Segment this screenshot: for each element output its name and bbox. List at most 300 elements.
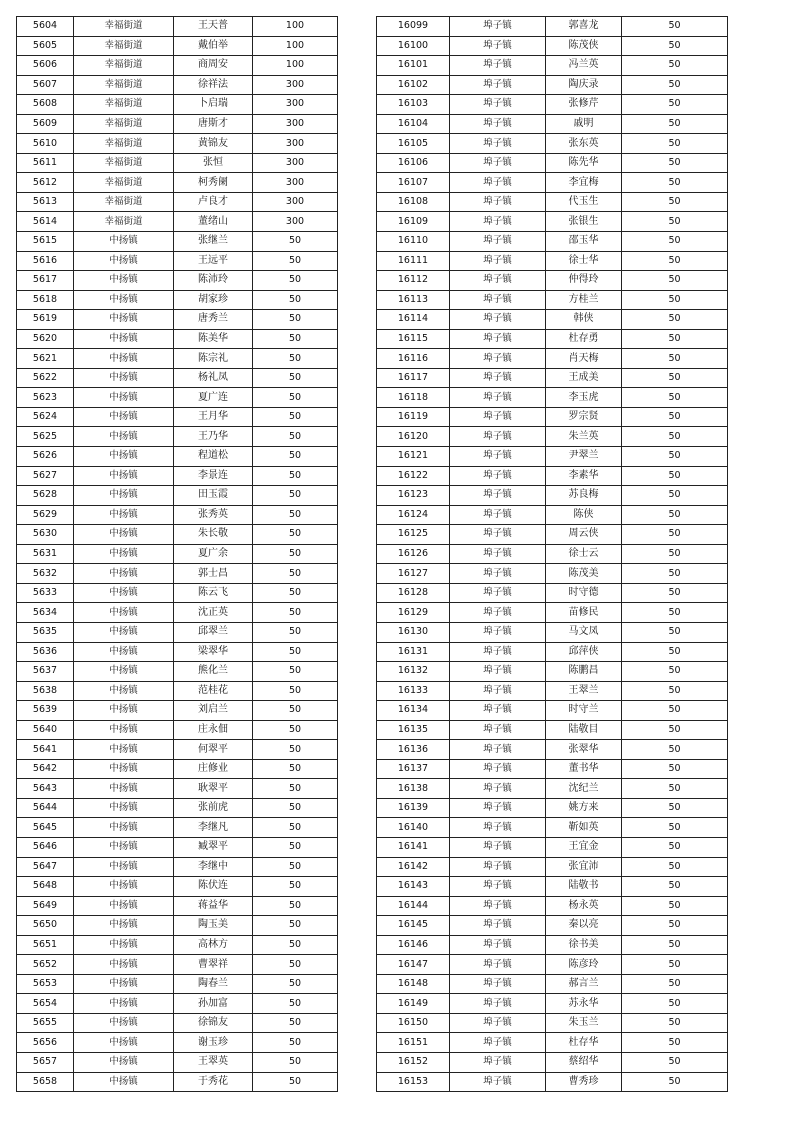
township-cell: 幸福街道 [74, 134, 174, 154]
township-cell: 埠子镇 [450, 720, 546, 740]
name-cell: 夏广余 [174, 544, 253, 564]
name-cell: 陈茂侠 [546, 36, 622, 56]
right-roster-body [377, 17, 728, 1092]
row-number-cell: 5613 [17, 192, 74, 212]
amount-cell: 50 [622, 1052, 728, 1072]
row-number-cell: 16145 [377, 916, 450, 936]
amount-cell: 50 [622, 114, 728, 134]
name-cell: 庄修业 [174, 759, 253, 779]
amount-cell: 50 [253, 779, 338, 799]
name-cell: 徐锦友 [174, 1013, 253, 1033]
township-cell: 中扬镇 [74, 407, 174, 427]
table-row [17, 75, 338, 95]
table-row [377, 388, 728, 408]
township-cell: 埠子镇 [450, 525, 546, 545]
amount-cell: 50 [622, 544, 728, 564]
amount-cell: 50 [253, 857, 338, 877]
name-cell: 代玉生 [546, 192, 622, 212]
name-cell: 尹翠兰 [546, 447, 622, 467]
name-cell: 李宜梅 [546, 173, 622, 193]
township-cell: 埠子镇 [450, 349, 546, 369]
amount-cell: 50 [253, 368, 338, 388]
township-cell: 埠子镇 [450, 935, 546, 955]
name-cell: 徐祥法 [174, 75, 253, 95]
name-cell: 谢玉珍 [174, 1033, 253, 1053]
township-cell: 中扬镇 [74, 232, 174, 252]
amount-cell: 50 [622, 310, 728, 330]
township-cell: 埠子镇 [450, 740, 546, 760]
row-number-cell: 16118 [377, 388, 450, 408]
township-cell: 中扬镇 [74, 681, 174, 701]
name-cell: 朱兰英 [546, 427, 622, 447]
table-row [17, 349, 338, 369]
name-cell: 陈云飞 [174, 583, 253, 603]
name-cell: 卢良才 [174, 192, 253, 212]
table-row [377, 779, 728, 799]
township-cell: 埠子镇 [450, 779, 546, 799]
row-number-cell: 5635 [17, 622, 74, 642]
name-cell: 陆敬目 [546, 720, 622, 740]
amount-cell: 50 [253, 837, 338, 857]
table-row [17, 192, 338, 212]
amount-cell: 50 [253, 1033, 338, 1053]
amount-cell: 50 [253, 916, 338, 936]
township-cell: 中扬镇 [74, 818, 174, 838]
amount-cell: 50 [622, 916, 728, 936]
row-number-cell: 16152 [377, 1052, 450, 1072]
name-cell: 张继兰 [174, 232, 253, 252]
amount-cell: 50 [622, 1072, 728, 1092]
township-cell: 埠子镇 [450, 1072, 546, 1092]
row-number-cell: 16151 [377, 1033, 450, 1053]
amount-cell: 50 [622, 818, 728, 838]
township-cell: 埠子镇 [450, 955, 546, 975]
township-cell: 埠子镇 [450, 17, 546, 37]
amount-cell: 50 [253, 310, 338, 330]
amount-cell: 50 [253, 407, 338, 427]
amount-cell: 300 [253, 75, 338, 95]
row-number-cell: 16105 [377, 134, 450, 154]
name-cell: 陈茂美 [546, 564, 622, 584]
row-number-cell: 5632 [17, 564, 74, 584]
table-row [17, 857, 338, 877]
name-cell: 徐士华 [546, 251, 622, 271]
table-row [377, 935, 728, 955]
name-cell: 马文凤 [546, 622, 622, 642]
row-number-cell: 16153 [377, 1072, 450, 1092]
row-number-cell: 5657 [17, 1052, 74, 1072]
name-cell: 靳如英 [546, 818, 622, 838]
amount-cell: 50 [622, 56, 728, 76]
row-number-cell: 5623 [17, 388, 74, 408]
amount-cell: 50 [622, 251, 728, 271]
row-number-cell: 16135 [377, 720, 450, 740]
amount-cell: 50 [253, 662, 338, 682]
amount-cell: 50 [253, 935, 338, 955]
table-row [17, 56, 338, 76]
table-row [377, 622, 728, 642]
table-row [17, 622, 338, 642]
row-number-cell: 5614 [17, 212, 74, 232]
township-cell: 埠子镇 [450, 427, 546, 447]
row-number-cell: 16122 [377, 466, 450, 486]
township-cell: 中扬镇 [74, 486, 174, 506]
table-row [377, 544, 728, 564]
township-cell: 中扬镇 [74, 994, 174, 1014]
row-number-cell: 5617 [17, 271, 74, 291]
row-number-cell: 5647 [17, 857, 74, 877]
name-cell: 陈美华 [174, 329, 253, 349]
amount-cell: 50 [622, 505, 728, 525]
township-cell: 中扬镇 [74, 974, 174, 994]
name-cell: 陶庆录 [546, 75, 622, 95]
row-number-cell: 5652 [17, 955, 74, 975]
name-cell: 朱玉兰 [546, 1013, 622, 1033]
row-number-cell: 16134 [377, 701, 450, 721]
amount-cell: 50 [622, 896, 728, 916]
amount-cell: 50 [253, 349, 338, 369]
name-cell: 王宜金 [546, 837, 622, 857]
row-number-cell: 16136 [377, 740, 450, 760]
township-cell: 埠子镇 [450, 368, 546, 388]
amount-cell: 50 [622, 388, 728, 408]
township-cell: 幸福街道 [74, 192, 174, 212]
row-number-cell: 16147 [377, 955, 450, 975]
row-number-cell: 5605 [17, 36, 74, 56]
row-number-cell: 16128 [377, 583, 450, 603]
row-number-cell: 5621 [17, 349, 74, 369]
row-number-cell: 16127 [377, 564, 450, 584]
township-cell: 埠子镇 [450, 95, 546, 115]
township-cell: 埠子镇 [450, 974, 546, 994]
row-number-cell: 5604 [17, 17, 74, 37]
table-row [17, 994, 338, 1014]
township-cell: 埠子镇 [450, 56, 546, 76]
name-cell: 蒋益华 [174, 896, 253, 916]
township-cell: 埠子镇 [450, 251, 546, 271]
amount-cell: 50 [253, 505, 338, 525]
table-row [377, 173, 728, 193]
row-number-cell: 16116 [377, 349, 450, 369]
township-cell: 幸福街道 [74, 17, 174, 37]
row-number-cell: 5646 [17, 837, 74, 857]
table-row [377, 251, 728, 271]
row-number-cell: 5607 [17, 75, 74, 95]
name-cell: 杨永英 [546, 896, 622, 916]
amount-cell: 50 [253, 290, 338, 310]
township-cell: 埠子镇 [450, 36, 546, 56]
name-cell: 李素华 [546, 466, 622, 486]
row-number-cell: 16143 [377, 877, 450, 897]
table-row [377, 759, 728, 779]
township-cell: 中扬镇 [74, 720, 174, 740]
amount-cell: 50 [253, 720, 338, 740]
row-number-cell: 5642 [17, 759, 74, 779]
township-cell: 幸福街道 [74, 212, 174, 232]
row-number-cell: 5626 [17, 447, 74, 467]
amount-cell: 50 [622, 642, 728, 662]
township-cell: 埠子镇 [450, 75, 546, 95]
row-number-cell: 5624 [17, 407, 74, 427]
table-row [17, 701, 338, 721]
row-number-cell: 16131 [377, 642, 450, 662]
township-cell: 中扬镇 [74, 427, 174, 447]
table-row [17, 251, 338, 271]
amount-cell: 50 [253, 740, 338, 760]
township-cell: 中扬镇 [74, 271, 174, 291]
row-number-cell: 5619 [17, 310, 74, 330]
township-cell: 埠子镇 [450, 232, 546, 252]
township-cell: 埠子镇 [450, 192, 546, 212]
name-cell: 郭士昌 [174, 564, 253, 584]
township-cell: 埠子镇 [450, 759, 546, 779]
name-cell: 陈侠 [546, 505, 622, 525]
table-row [17, 134, 338, 154]
table-row [17, 232, 338, 252]
name-cell: 唐斯才 [174, 114, 253, 134]
amount-cell: 50 [622, 153, 728, 173]
table-row [377, 134, 728, 154]
township-cell: 中扬镇 [74, 916, 174, 936]
table-row [377, 114, 728, 134]
township-cell: 埠子镇 [450, 153, 546, 173]
row-number-cell: 5633 [17, 583, 74, 603]
row-number-cell: 5636 [17, 642, 74, 662]
township-cell: 幸福街道 [74, 56, 174, 76]
table-row [17, 798, 338, 818]
name-cell: 王远平 [174, 251, 253, 271]
table-row [377, 486, 728, 506]
amount-cell: 50 [622, 17, 728, 37]
amount-cell: 50 [253, 486, 338, 506]
township-cell: 埠子镇 [450, 329, 546, 349]
township-cell: 埠子镇 [450, 407, 546, 427]
table-row [377, 427, 728, 447]
row-number-cell: 5627 [17, 466, 74, 486]
name-cell: 杜存勇 [546, 329, 622, 349]
amount-cell: 50 [622, 1013, 728, 1033]
table-row [17, 95, 338, 115]
amount-cell: 50 [253, 818, 338, 838]
township-cell: 埠子镇 [450, 1033, 546, 1053]
table-row [17, 368, 338, 388]
name-cell: 何翠平 [174, 740, 253, 760]
row-number-cell: 16146 [377, 935, 450, 955]
table-row [377, 212, 728, 232]
amount-cell: 300 [253, 95, 338, 115]
name-cell: 李玉虎 [546, 388, 622, 408]
table-row [377, 329, 728, 349]
table-row [17, 173, 338, 193]
name-cell: 邱翠兰 [174, 622, 253, 642]
row-number-cell: 5634 [17, 603, 74, 623]
township-cell: 中扬镇 [74, 877, 174, 897]
table-row [17, 153, 338, 173]
table-row [17, 916, 338, 936]
amount-cell: 50 [622, 837, 728, 857]
table-row [17, 720, 338, 740]
name-cell: 姚方来 [546, 798, 622, 818]
left-roster-table [16, 16, 338, 1092]
township-cell: 幸福街道 [74, 75, 174, 95]
table-row [377, 740, 728, 760]
township-cell: 幸福街道 [74, 95, 174, 115]
row-number-cell: 5653 [17, 974, 74, 994]
row-number-cell: 16099 [377, 17, 450, 37]
row-number-cell: 16124 [377, 505, 450, 525]
table-row [377, 1072, 728, 1092]
name-cell: 田玉霞 [174, 486, 253, 506]
amount-cell: 50 [622, 75, 728, 95]
row-number-cell: 16117 [377, 368, 450, 388]
row-number-cell: 5608 [17, 95, 74, 115]
row-number-cell: 5649 [17, 896, 74, 916]
row-number-cell: 5630 [17, 525, 74, 545]
amount-cell: 50 [253, 447, 338, 467]
row-number-cell: 5637 [17, 662, 74, 682]
amount-cell: 50 [622, 368, 728, 388]
table-row [17, 407, 338, 427]
table-row [17, 505, 338, 525]
row-number-cell: 16121 [377, 447, 450, 467]
row-number-cell: 16137 [377, 759, 450, 779]
table-row [377, 153, 728, 173]
row-number-cell: 5641 [17, 740, 74, 760]
township-cell: 中扬镇 [74, 368, 174, 388]
row-number-cell: 16150 [377, 1013, 450, 1033]
amount-cell: 50 [622, 701, 728, 721]
amount-cell: 50 [622, 955, 728, 975]
township-cell: 埠子镇 [450, 916, 546, 936]
township-cell: 中扬镇 [74, 837, 174, 857]
amount-cell: 50 [253, 232, 338, 252]
township-cell: 中扬镇 [74, 779, 174, 799]
township-cell: 中扬镇 [74, 1013, 174, 1033]
name-cell: 苏良梅 [546, 486, 622, 506]
township-cell: 中扬镇 [74, 290, 174, 310]
table-row [17, 447, 338, 467]
table-row [17, 974, 338, 994]
name-cell: 王乃华 [174, 427, 253, 447]
row-number-cell: 5638 [17, 681, 74, 701]
township-cell: 中扬镇 [74, 622, 174, 642]
name-cell: 苏永华 [546, 994, 622, 1014]
township-cell: 中扬镇 [74, 466, 174, 486]
name-cell: 刘启兰 [174, 701, 253, 721]
table-row [17, 1013, 338, 1033]
township-cell: 埠子镇 [450, 505, 546, 525]
name-cell: 时守德 [546, 583, 622, 603]
name-cell: 沈正英 [174, 603, 253, 623]
name-cell: 卜启瑞 [174, 95, 253, 115]
row-number-cell: 16149 [377, 994, 450, 1014]
township-cell: 埠子镇 [450, 290, 546, 310]
table-row [17, 1072, 338, 1092]
table-row [377, 701, 728, 721]
name-cell: 王翠英 [174, 1052, 253, 1072]
row-number-cell: 5643 [17, 779, 74, 799]
row-number-cell: 16109 [377, 212, 450, 232]
township-cell: 中扬镇 [74, 955, 174, 975]
row-number-cell: 5650 [17, 916, 74, 936]
name-cell: 朱长敬 [174, 525, 253, 545]
township-cell: 中扬镇 [74, 505, 174, 525]
table-row [377, 564, 728, 584]
table-row [17, 779, 338, 799]
table-row [377, 36, 728, 56]
name-cell: 熊化兰 [174, 662, 253, 682]
amount-cell: 50 [253, 329, 338, 349]
township-cell: 埠子镇 [450, 388, 546, 408]
row-number-cell: 5656 [17, 1033, 74, 1053]
amount-cell: 50 [622, 271, 728, 291]
amount-cell: 300 [253, 134, 338, 154]
township-cell: 埠子镇 [450, 857, 546, 877]
row-number-cell: 5620 [17, 329, 74, 349]
name-cell: 徐士云 [546, 544, 622, 564]
name-cell: 徐书美 [546, 935, 622, 955]
name-cell: 胡家珍 [174, 290, 253, 310]
township-cell: 中扬镇 [74, 798, 174, 818]
row-number-cell: 16113 [377, 290, 450, 310]
row-number-cell: 16120 [377, 427, 450, 447]
amount-cell: 50 [622, 290, 728, 310]
amount-cell: 50 [622, 779, 728, 799]
row-number-cell: 16141 [377, 837, 450, 857]
name-cell: 黄锦友 [174, 134, 253, 154]
amount-cell: 50 [253, 1013, 338, 1033]
amount-cell: 50 [253, 1072, 338, 1092]
township-cell: 埠子镇 [450, 310, 546, 330]
name-cell: 郭喜龙 [546, 17, 622, 37]
table-row [17, 388, 338, 408]
table-row [377, 75, 728, 95]
amount-cell: 300 [253, 114, 338, 134]
township-cell: 中扬镇 [74, 896, 174, 916]
table-row [17, 837, 338, 857]
township-cell: 埠子镇 [450, 1052, 546, 1072]
amount-cell: 50 [622, 427, 728, 447]
township-cell: 埠子镇 [450, 896, 546, 916]
name-cell: 张翠华 [546, 740, 622, 760]
amount-cell: 50 [253, 759, 338, 779]
table-row [17, 329, 338, 349]
row-number-cell: 16125 [377, 525, 450, 545]
name-cell: 张银生 [546, 212, 622, 232]
township-cell: 中扬镇 [74, 564, 174, 584]
row-number-cell: 5618 [17, 290, 74, 310]
table-row [377, 56, 728, 76]
amount-cell: 300 [253, 212, 338, 232]
amount-cell: 300 [253, 153, 338, 173]
amount-cell: 50 [253, 525, 338, 545]
table-row [17, 642, 338, 662]
name-cell: 柯秀阑 [174, 173, 253, 193]
table-row [377, 662, 728, 682]
amount-cell: 300 [253, 173, 338, 193]
amount-cell: 50 [622, 798, 728, 818]
row-number-cell: 16129 [377, 603, 450, 623]
row-number-cell: 5640 [17, 720, 74, 740]
name-cell: 方桂兰 [546, 290, 622, 310]
table-row [377, 232, 728, 252]
table-row [377, 837, 728, 857]
row-number-cell: 16104 [377, 114, 450, 134]
row-number-cell: 5609 [17, 114, 74, 134]
name-cell: 苗修民 [546, 603, 622, 623]
row-number-cell: 16111 [377, 251, 450, 271]
name-cell: 王天普 [174, 17, 253, 37]
